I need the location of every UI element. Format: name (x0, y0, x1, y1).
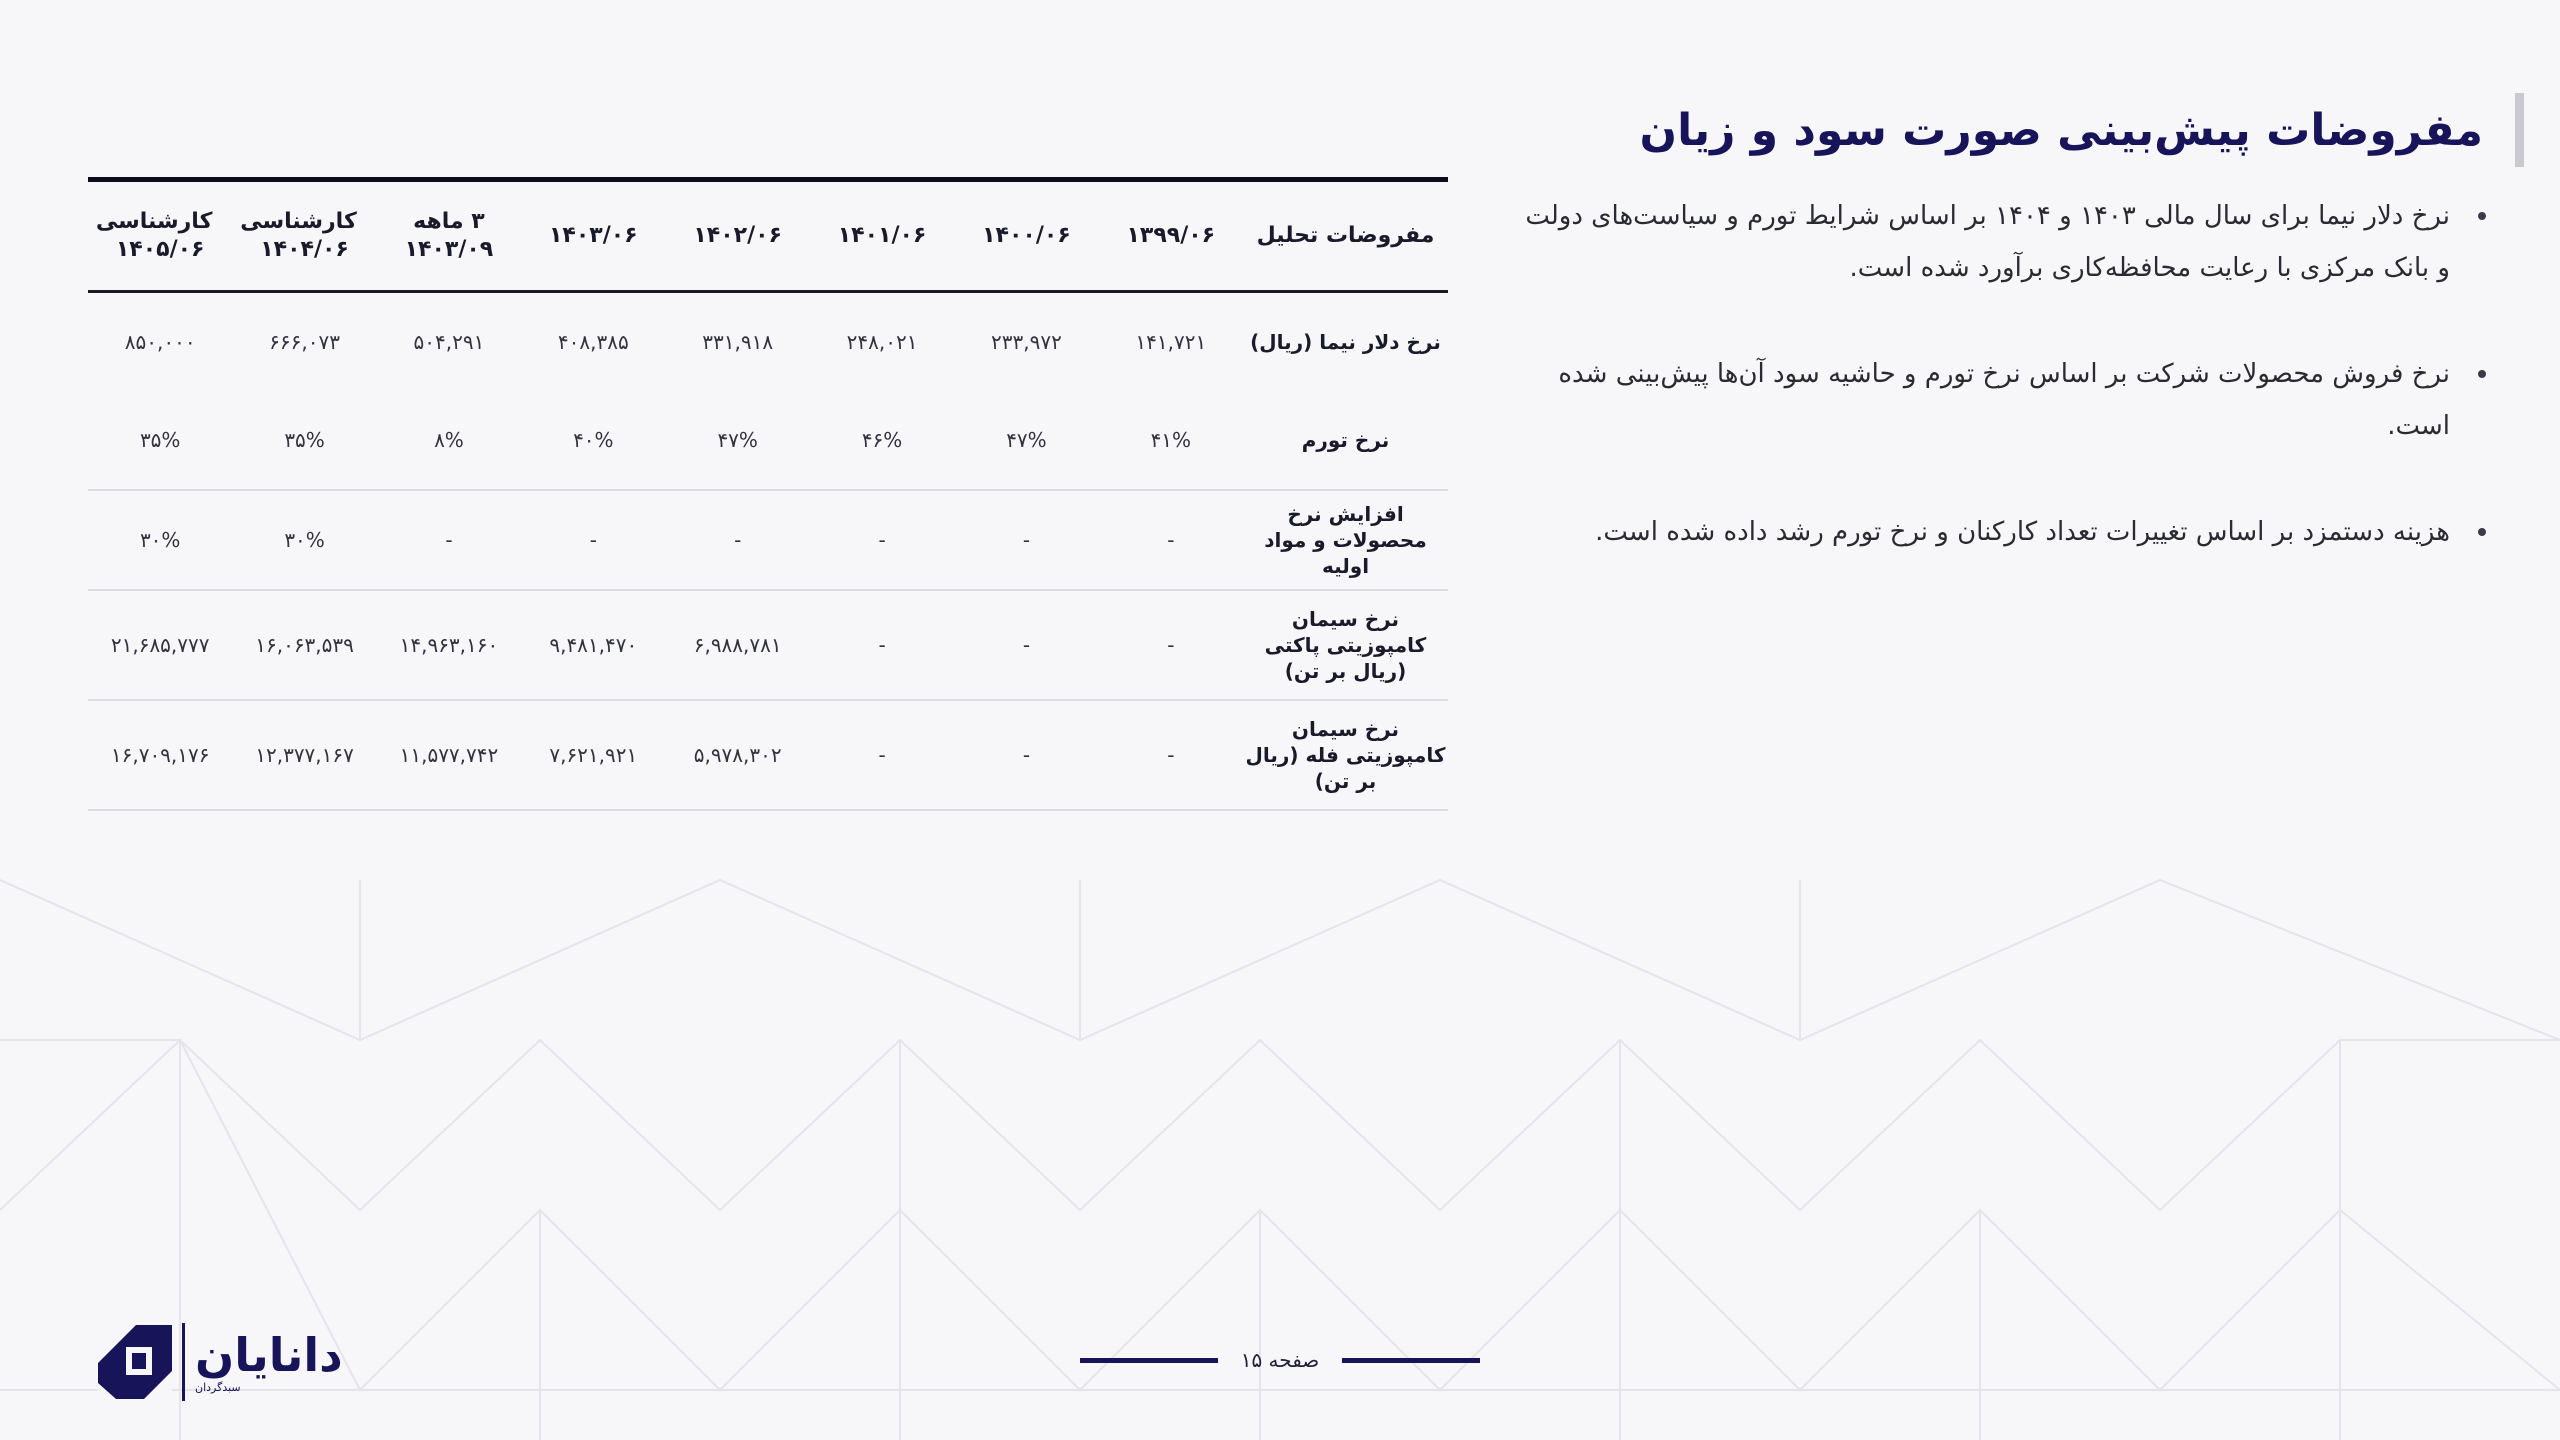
table-cell: ۲۳۳,۹۷۲ (991, 330, 1062, 354)
table-cell: - (666, 490, 810, 590)
table-cell: ۳۰% (232, 490, 376, 590)
table-cell: ۱۲,۳۷۷,۱۶۷ (232, 700, 376, 810)
table-cell: - (1099, 490, 1243, 590)
table-cell: ۱۴۱,۷۲۱ (1135, 330, 1207, 354)
table-cell: ۱۶,۰۶۳,۵۳۹ (232, 590, 376, 700)
table-header-cell: ۱۳۹۹/۰۶ (1099, 182, 1243, 292)
table-cell: ۹,۴۸۱,۴۷۰ (521, 590, 665, 700)
table-cell: ۱۱,۵۷۷,۷۴۲ (377, 700, 521, 810)
table (88, 182, 1448, 811)
table-cell: - (521, 490, 665, 590)
table-cell: ۴۱% (1099, 391, 1243, 490)
footer-rule-left (1080, 1358, 1218, 1363)
table-row (88, 490, 1448, 590)
table-row (88, 292, 1448, 392)
table-header-row (88, 182, 1448, 292)
bullet-dot-icon (2478, 212, 2486, 220)
table-cell: ۳۳۱,۹۱۸ (702, 330, 774, 354)
bullet-dot-icon (2478, 370, 2486, 378)
assumptions-table (88, 177, 1448, 811)
table-cell: ۸% (377, 391, 521, 490)
logo-mark-icon (96, 1323, 174, 1401)
table-cell: ۴۰۸,۳۸۵ (557, 330, 629, 354)
table-row (88, 590, 1448, 700)
table-header-cell: ۱۴۰۰/۰۶ (954, 182, 1098, 292)
row-label: نرخ سیمان کامپوزیتی فله (ریال بر تن) (1243, 700, 1448, 810)
footer-rule-right (1342, 1358, 1480, 1363)
table-row (88, 700, 1448, 810)
row-label: نرخ تورم (1243, 391, 1448, 490)
table-cell: - (810, 490, 954, 590)
table-cell: ۱۶,۷۰۹,۱۷۶ (88, 700, 232, 810)
logo-name: دانایان (195, 1328, 343, 1382)
row-label: نرخ سیمان کامپوزیتی پاکتی (ریال بر تن) (1243, 590, 1448, 700)
bullet-dot-icon (2478, 528, 2486, 536)
bullet-item (1510, 190, 2450, 294)
brand-logo (96, 1320, 343, 1404)
page-title: مفروضات پیش‌بینی صورت سود و زیان (1639, 104, 2483, 156)
table-cell: - (377, 490, 521, 590)
table-cell: ۲۴۸,۰۲۱ (846, 330, 918, 354)
title-block (1640, 92, 2524, 168)
table-cell: - (954, 590, 1098, 700)
row-label: افزایش نرخ محصولات و مواد اولیه (1243, 490, 1448, 590)
table-cell: - (954, 700, 1098, 810)
bullet-text: نرخ فروش محصولات شرکت بر اساس نرخ تورم و حاشیه سود آن‌ها پیش‌بینی شده است. (1558, 359, 2450, 441)
table-cell: ۳۵% (232, 391, 376, 490)
table-cell: ۴۷% (666, 391, 810, 490)
bullet-list (1510, 190, 2450, 612)
logo-separator (182, 1323, 185, 1401)
table-cell: ۲۱,۶۸۵,۷۷۷ (88, 590, 232, 700)
bullet-text: نرخ دلار نیما برای سال مالی ۱۴۰۳ و ۱۴۰۴ بر اساس شرایط تورم و سیاست‌های دولت و بانک مرکزی با رعایت محافظه‌کاری برآورد شده است. (1525, 201, 2450, 283)
table-cell: - (954, 490, 1098, 590)
table-cell: ۱۴,۹۶۳,۱۶۰ (377, 590, 521, 700)
table-header-cell: ۳ ماهه ۱۴۰۳/۰۹ (377, 182, 521, 292)
table-cell: ۴۰% (521, 391, 665, 490)
table-cell: - (1099, 590, 1243, 700)
table-cell: - (810, 590, 954, 700)
table-header-cell: کارشناسی ۱۴۰۵/۰۶ (88, 182, 232, 292)
table-row (88, 391, 1448, 490)
table-header-cell: کارشناسی ۱۴۰۴/۰۶ (232, 182, 376, 292)
table-cell: ۳۵% (88, 391, 232, 490)
title-accent-bar (2515, 93, 2524, 167)
table-cell: ۶,۹۸۸,۷۸۱ (666, 590, 810, 700)
table-cell: ۶۶۶,۰۷۳ (269, 330, 340, 354)
table-cell: ۴۶% (810, 391, 954, 490)
table-header-cell: ۱۴۰۳/۰۶ (521, 182, 665, 292)
table-cell: ۵,۹۷۸,۳۰۲ (666, 700, 810, 810)
table-cell: ۵۰۴,۲۹۱ (413, 330, 485, 354)
bullet-item (1510, 506, 2450, 558)
table-header-cell: مفروضات تحلیل (1243, 182, 1448, 292)
table-header-cell: ۱۴۰۱/۰۶ (810, 182, 954, 292)
table-cell: ۴۷% (954, 391, 1098, 490)
bullet-text: هزینه دستمزد بر اساس تغییرات تعداد کارکنان و نرخ تورم رشد داده شده است. (1595, 517, 2450, 547)
logo-subtitle: سبدگردان (195, 1381, 241, 1394)
bullet-item (1510, 348, 2450, 452)
table-cell: ۳۰% (88, 490, 232, 590)
table-cell: ۷,۶۲۱,۹۲۱ (521, 700, 665, 810)
table-header-cell: ۱۴۰۲/۰۶ (666, 182, 810, 292)
table-cell: - (810, 700, 954, 810)
row-label: نرخ دلار نیما (ریال) (1250, 330, 1441, 354)
page-footer (1080, 1340, 1480, 1380)
table-cell: ۸۵۰,۰۰۰ (124, 330, 196, 354)
page-number: صفحه ۱۵ (1240, 1348, 1320, 1372)
logo-text (195, 1329, 343, 1395)
table-cell: - (1099, 700, 1243, 810)
